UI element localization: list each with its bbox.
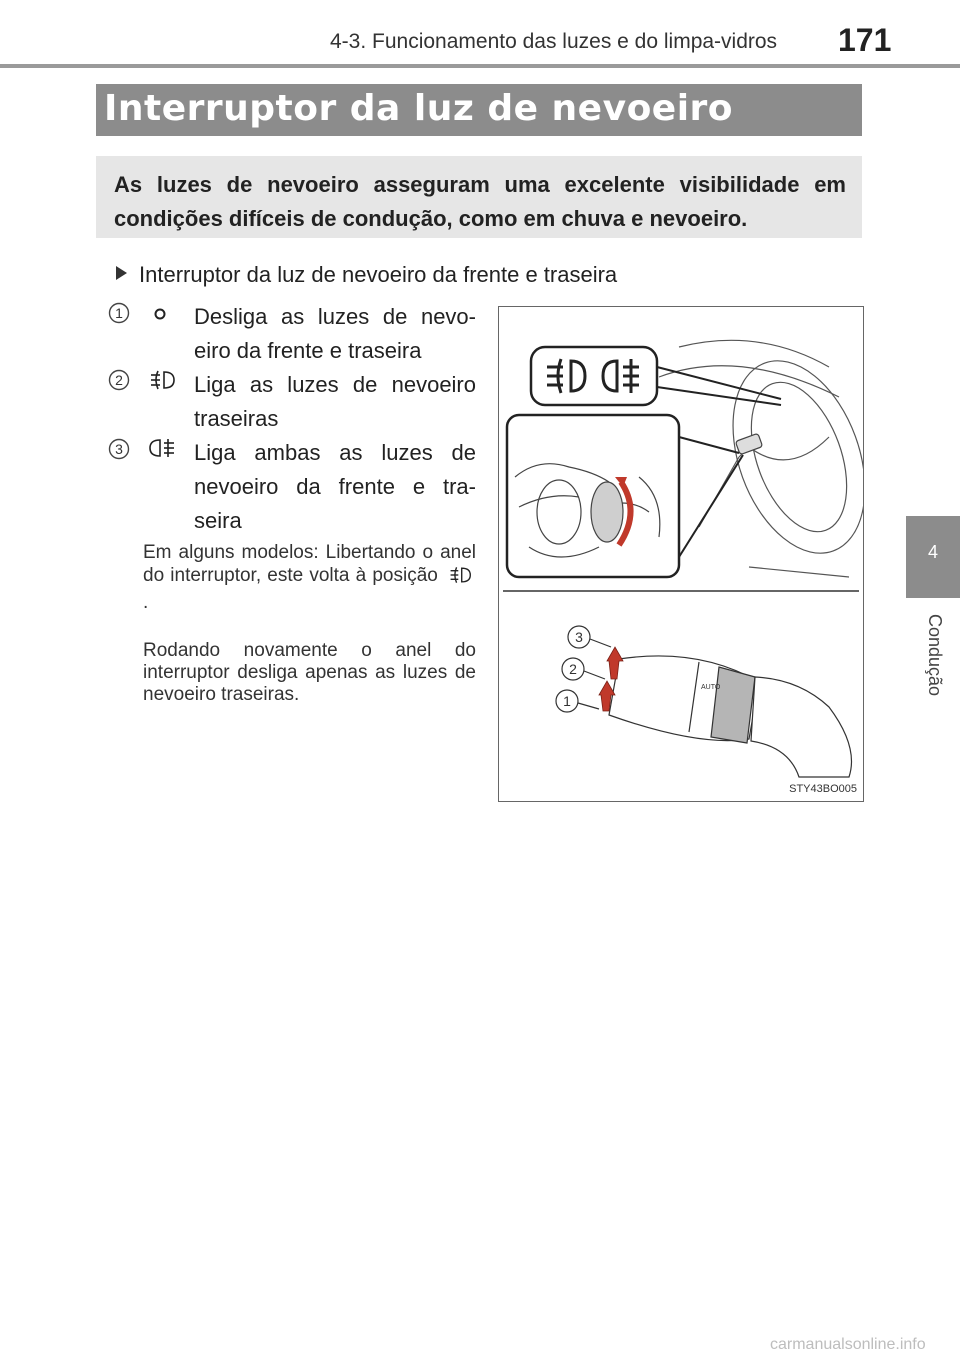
section-header: 4-3. Funcionamento das luzes e do limpa-vidros: [330, 30, 778, 53]
svg-text:1: 1: [115, 305, 123, 321]
triangle-bullet-icon: [116, 266, 127, 280]
intro-box: [96, 156, 862, 238]
intro-text: As luzes de nevoeiro asseguram uma excelente visibilidade em condições difíceis de condução, como em chuva e nevoeiro.: [114, 172, 846, 231]
subheading: [116, 262, 617, 288]
note-1-text: Em alguns modelos: Libertando o anel do interruptor, este volta à posição: [143, 542, 476, 586]
svg-text:2: 2: [115, 372, 123, 388]
figure-code: STY43BO005: [789, 783, 857, 795]
item-text-3: Liga ambas as luzes de nevoeiro da frente e tra-seira: [194, 440, 476, 533]
fog-switch-figure: [498, 306, 864, 802]
chapter-label: Condução: [925, 613, 945, 697]
item-number-1: [108, 302, 130, 330]
title-bar: [96, 84, 862, 136]
svg-text:3: 3: [115, 441, 123, 457]
number-2-icon: [108, 369, 130, 391]
off-icon: [153, 307, 167, 326]
figure-callout-2: 2: [569, 661, 577, 677]
number-1-icon: [108, 302, 130, 324]
fog-switch-illustration: [499, 307, 863, 801]
page-number: 171: [838, 22, 892, 58]
item-text-2: Liga as luzes de nevoeiro traseiras: [194, 372, 476, 431]
note-1: [143, 542, 476, 614]
chapter-tab: [906, 516, 960, 598]
item-number-3: [108, 438, 130, 466]
subheading-text: Interruptor da luz de nevoeiro da frente e traseira: [139, 262, 618, 287]
header-rule: [0, 64, 960, 68]
note-2: Rodando novamente o anel do interruptor desliga apenas as luzes de nevoeiro traseiras.: [143, 640, 476, 705]
watermark: carmanualsonline.info: [770, 1336, 926, 1353]
item-number-2: [108, 369, 130, 397]
item-text-1: Desliga as luzes de nevo-eiro da frente e traseira: [194, 304, 476, 363]
front-fog-inline-icon: [448, 564, 472, 592]
stalk-auto-label: AUTO: [701, 684, 721, 691]
figure-callout-3: 3: [575, 629, 583, 645]
note-1-end: .: [143, 592, 149, 613]
chapter-number: 4: [927, 542, 938, 562]
number-3-icon: [108, 438, 130, 460]
figure-callout-1: 1: [563, 693, 571, 709]
rear-fog-icon: [148, 436, 176, 465]
front-fog-icon: [148, 368, 176, 397]
page-title: Interruptor da luz de nevoeiro: [104, 88, 734, 129]
